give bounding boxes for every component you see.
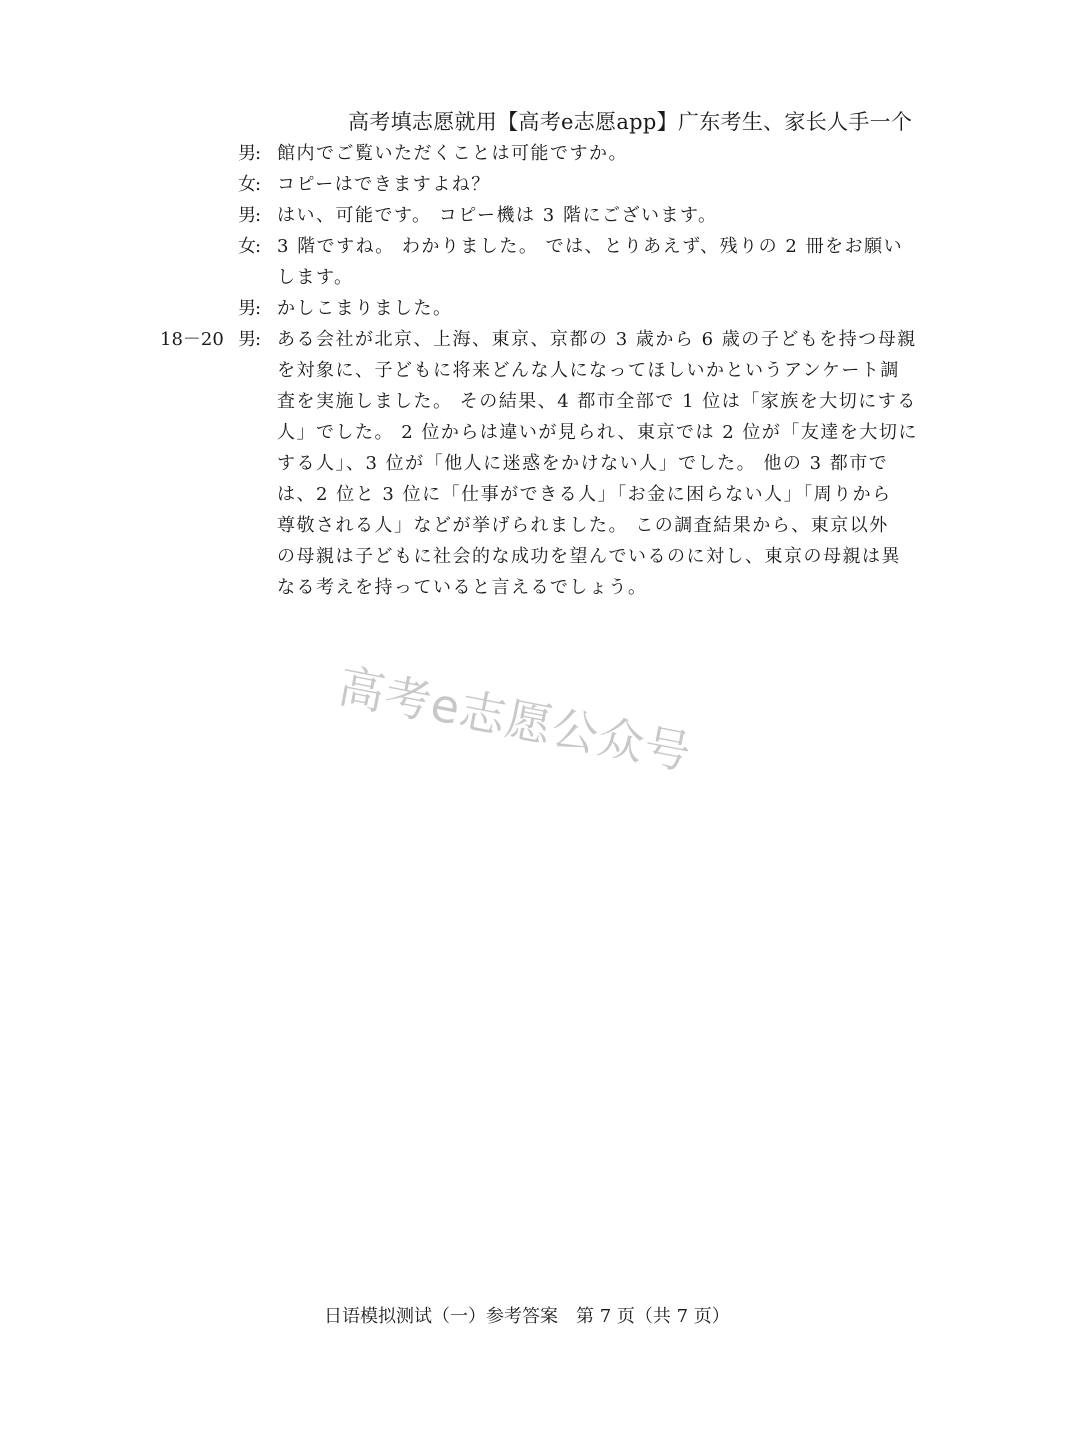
- speaker-label: 女: [238, 174, 256, 195]
- speaker-label: 男: [238, 329, 256, 350]
- passage-line: [160, 448, 930, 479]
- speaker-label: 男: [238, 205, 256, 226]
- passage-text: ある会社が北京、上海、東京、京都の 3 歳から 6 歳の子どもを持つ母親: [277, 329, 917, 350]
- dialogue-line: 男 : かしこまりました。: [160, 293, 930, 324]
- speaker-label: 女: [238, 236, 256, 257]
- passage-text: する人」、3 位が「他人に迷惑をかけない人」でした。 他の 3 都市で: [277, 453, 889, 474]
- question-line: 18－20 男 : ある会社が北京、上海、東京、京都の 3 歳から 6 歳の子どもを持つ母親: [160, 324, 930, 355]
- passage-line: [160, 479, 930, 510]
- passage-text: なる考えを持っていると言えるでしょう。: [277, 577, 648, 598]
- passage-text: を対象に、子どもに将来どんな人になってほしいかというアンケート調: [277, 360, 900, 381]
- watermark: 高考e志愿公众号: [333, 658, 697, 781]
- passage-text: 人」でした。 2 位からは違いが見られ、東京では 2 位が「友達を大切に: [277, 422, 918, 443]
- passage-text: 尊敬される人」などが挙げられました。 この調査結果から、東京以外: [277, 515, 889, 536]
- speaker-label: 男: [238, 143, 256, 164]
- dialogue-line: 女 : コピーはできますよね？: [160, 169, 930, 200]
- dialogue-text: します。: [277, 267, 354, 288]
- passage-text: の母親は子どもに社会的な成功を望んでいるのに対し、東京の母親は異: [277, 546, 901, 567]
- passage-line: [160, 541, 930, 572]
- dialogue-line-continued: [160, 262, 930, 293]
- passage-line: [160, 417, 930, 448]
- passage-line: [160, 510, 930, 541]
- passage-text: は、2 位と 3 位に「仕事ができる人」「お金に困らない人」「周りから: [277, 484, 892, 505]
- dialogue-text: はい、可能です。 コピー機は 3 階にございます。: [277, 205, 718, 226]
- page-footer: 日语模拟测试（一）参考答案 第 7 页（共 7 页）: [324, 1306, 730, 1327]
- dialogue-line: 男 : はい、可能です。 コピー機は 3 階にございます。: [160, 200, 930, 231]
- dialogue-text: かしこまりました。: [277, 298, 453, 319]
- passage-line: [160, 386, 930, 417]
- dialogue-text: コピーはできますよね？: [277, 174, 491, 195]
- passage-line: [160, 355, 930, 386]
- dialogue-text: 館内でご覧いただくことは可能ですか。: [277, 143, 628, 164]
- dialogue-text: 3 階ですね。 わかりました。 では、とりあえず、残りの 2 冊をお願い: [277, 236, 904, 257]
- header-ad-banner: 高考填志愿就用【高考e志愿app】广东考生、家长人手一个: [348, 110, 913, 134]
- question-number: 18－20: [160, 329, 224, 350]
- speaker-label: 男: [238, 298, 256, 319]
- passage-text: 査を実施しました。 その結果、4 都市全部で 1 位は「家族を大切にする: [277, 391, 917, 412]
- dialogue-line: 女 : 3 階ですね。 わかりました。 では、とりあえず、残りの 2 冊をお願い: [160, 231, 930, 262]
- passage-line: [160, 572, 930, 603]
- listening-transcript: [160, 138, 930, 603]
- dialogue-line: 男 : 館内でご覧いただくことは可能ですか。: [160, 138, 930, 169]
